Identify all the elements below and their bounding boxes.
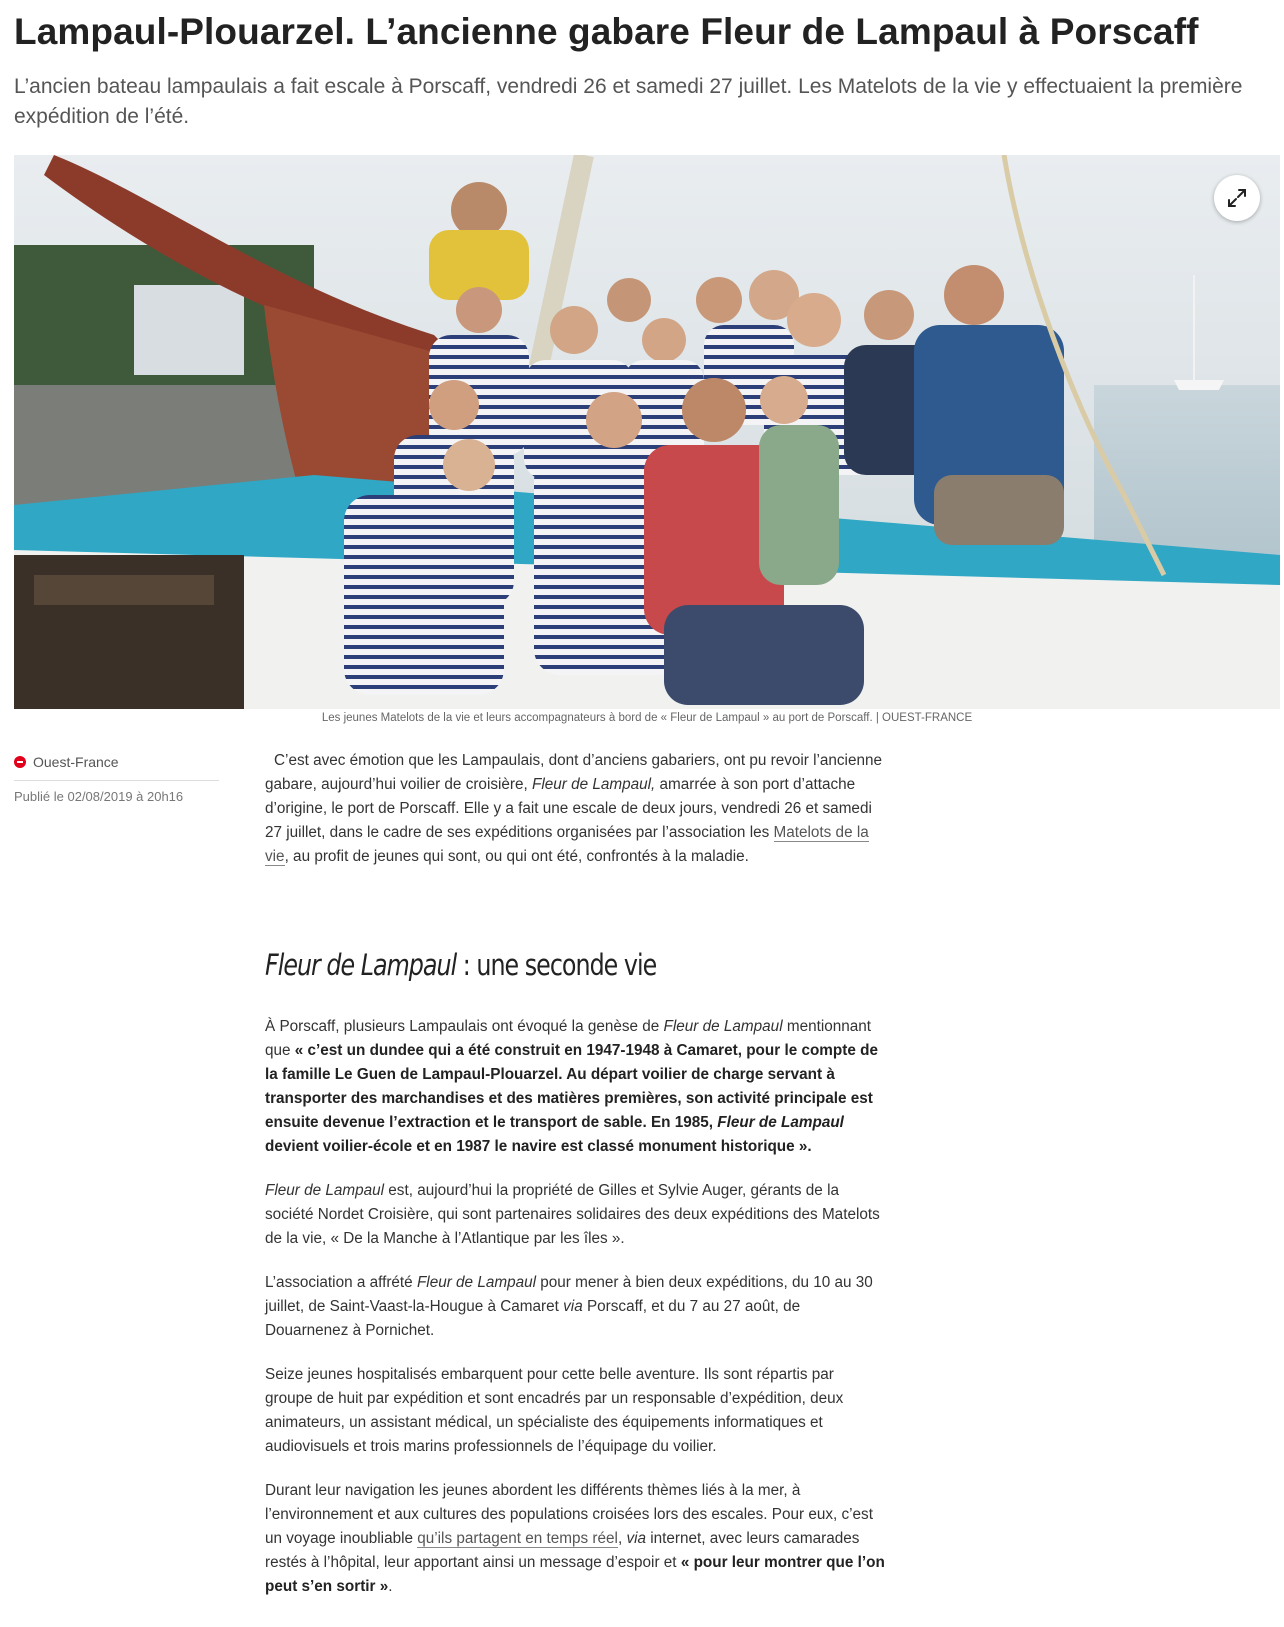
ouest-france-logo-icon	[14, 756, 26, 768]
source-name[interactable]: Ouest-France	[33, 754, 119, 770]
article-lead: L’ancien bateau lampaulais a fait escale à Porscaff, vendredi 26 et samedi 27 juillet. Les Matelots de la vie y effectuaient la première expédition de l’été.	[14, 75, 1243, 128]
paragraph-5: Seize jeunes hospitalisés embarquent pour cette belle aventure. Ils sont répartis par groupe de huit par expédition et sont encadrés par un responsable d’expédition, deux animateurs, un assistant médical, un spécialiste des équipements informatiques et audiovisuels et trois marins professionnels de l’équipage du voilier.	[265, 1366, 844, 1455]
subhead-rest: : une seconde vie	[456, 948, 657, 982]
article-body	[265, 1015, 885, 1619]
publish-date: Publié le 02/08/2019 à 20h16	[14, 789, 184, 804]
p6-text-a: Durant leur navigation les jeunes abordent les différents thèmes liés à la mer, à l’environnement et aux cultures des populations croisées lors des escales. Pour eux, c’est un voyage inoubliable	[265, 1482, 873, 1547]
p2-quote-boat: Fleur de Lampaul	[717, 1114, 844, 1131]
article-photo[interactable]	[14, 155, 1280, 709]
p6-text-b: ,	[617, 1530, 627, 1547]
paragraph-2	[265, 1015, 885, 1159]
paragraph-3	[265, 1179, 885, 1251]
p4-boat-name: Fleur de Lampaul	[416, 1274, 536, 1291]
p1-text-c: amarrée à son port d’attache d’origine, le port de Porscaff. Elle y a fait une escale de deux jours, vendredi 26 et samedi 27 juillet, dans le cadre de ses expéditions organisées par l’association les	[265, 776, 872, 841]
article-intro	[265, 749, 885, 869]
p2-quote	[265, 1042, 878, 1155]
p2-text-a: À Porscaff, plusieurs Lampaulais ont évoqué la genèse de	[265, 1018, 664, 1035]
temps-reel-link[interactable]: qu’ils partagent en temps réel	[417, 1530, 618, 1547]
subhead-italic: Fleur de Lampaul	[265, 948, 457, 982]
p6-via: via	[626, 1530, 646, 1547]
expand-photo-button[interactable]	[1214, 175, 1260, 221]
p2-quote-a: « c’est un dundee qui a été construit en 1947-1948 à Camaret, pour le compte de la famille Le Guen de Lampaul-Plouarzel. Au départ voilier de charge servant à transporter des marchandises et des matières premières, son activité principale est ensuite devenue l’extraction et le transport de sable. En 1985,	[265, 1042, 878, 1131]
p4-text-e: Porscaff, et du 7 au 27 août, de Douarnenez à Pornichet.	[265, 1298, 801, 1339]
p1-boat-name: Fleur de Lampaul,	[532, 776, 656, 793]
paragraph-6	[265, 1479, 885, 1599]
p4-via: via	[563, 1298, 583, 1315]
p2-boat-name: Fleur de Lampaul	[663, 1018, 783, 1035]
article-meta	[14, 753, 224, 804]
p2-quote-end: ».	[794, 1138, 812, 1155]
paragraph-4	[265, 1271, 885, 1343]
p1-text-d: , au profit de jeunes qui sont, ou qui ont été, confrontés à la maladie.	[284, 848, 749, 865]
p3-text: est, aujourd’hui la propriété de Gilles et Sylvie Auger, gérants de la société Nordet Croisière, qui sont partenaires solidaires des deux expéditions des Matelots de la vie, « De la Manche à l’Atlantique par les îles ».	[265, 1182, 880, 1247]
p4-text-c: pour mener à bien deux expéditions, du 10 au 30 juillet, de Saint-Vaast-la-Hougue à Camaret	[265, 1274, 873, 1315]
matelots-de-la-vie-link[interactable]: Matelots de la vie	[265, 824, 869, 865]
expand-arrows-icon	[1226, 187, 1248, 209]
photo-illustration	[14, 155, 1280, 709]
section-heading	[265, 948, 656, 982]
p1-text-a: C’est avec émotion que les Lampaulais, dont d’anciens gabariers, ont pu revoir l’ancienne gabare, aujourd’hui voilier de croisière,	[265, 752, 882, 793]
photo-caption: Les jeunes Matelots de la vie et leurs accompagnateurs à bord de « Fleur de Lampaul » au port de Porscaff. | OUEST-FRANCE	[321, 712, 973, 724]
source-line[interactable]	[14, 753, 224, 771]
paragraph-1	[265, 749, 885, 869]
p3-boat-name: Fleur de Lampaul	[265, 1182, 385, 1199]
p2-quote-b: devient voilier-école et en 1987 le navire est classé monument historique	[265, 1138, 795, 1155]
p6-text-d: internet, avec leurs camarades restés à l’hôpital, leur apportant ainsi un message d’espoir et	[265, 1530, 860, 1571]
p4-text-a: L’association a affrété	[265, 1274, 417, 1291]
article-title: Lampaul-Plouarzel. L’ancienne gabare Fleur de Lampaul à Porscaff	[14, 11, 1199, 52]
p2-text-c: mentionnant que	[265, 1018, 872, 1059]
meta-divider	[14, 780, 219, 781]
p6-quote: « pour leur montrer que l’on peut s’en sortir »	[265, 1554, 885, 1595]
p6-text-f: .	[388, 1578, 393, 1595]
